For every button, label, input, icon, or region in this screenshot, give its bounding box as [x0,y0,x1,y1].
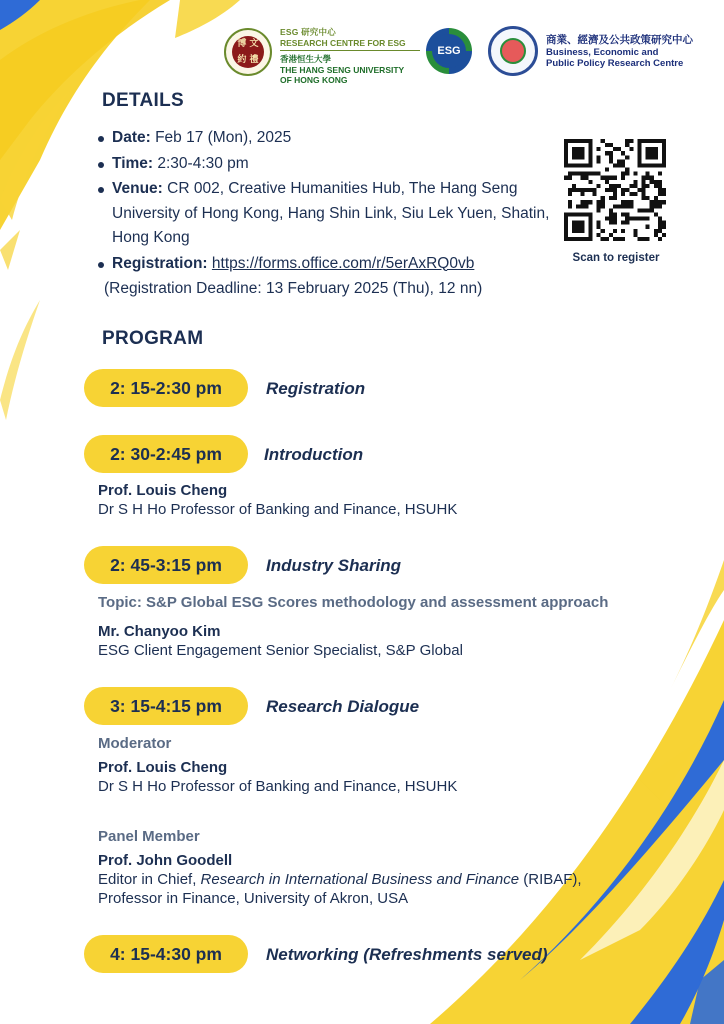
moderator [98,758,522,796]
university-zh: 香港恒生大學 [280,54,332,64]
detail-date [96,126,556,151]
bep-centre-en-1: Business, Economic and [546,47,659,58]
registration-link[interactable]: https://forms.office.com/r/5erAxRQ0vb [211,254,475,272]
intro-speaker [98,481,457,519]
bep-centre-en-2: Public Policy Research Centre [546,58,684,69]
industry-speaker [98,622,463,660]
university-en-2: OF HONG KONG [280,75,348,85]
panel-title-prefix: Editor in Chief, [98,871,201,888]
hsu-crest-chars: 博 文 約 禮 [232,36,264,68]
registration-qr-code[interactable] [564,139,666,241]
session-5-time: 4: 15-4:30 pm [84,935,248,973]
session-3-title: Industry Sharing [266,556,402,575]
venue-value: CR 002, Creative Humanities Hub, The Hang Seng University of Hong Kong, Hang Shin Link, Siu Lek Yuen, Shatin, Hong Kong [112,180,550,246]
esg-centre-en: RESEARCH CENTRE FOR ESG [280,38,420,51]
industry-topic: Topic: S&P Global ESG Scores methodology and assessment approach [98,594,609,611]
session-1-time: 2: 15-2:30 pm [84,369,248,407]
intro-speaker-title: Dr S H Ho Professor of Banking and Finance, HSUHK [98,501,458,518]
moderator-label: Moderator [98,735,172,752]
panel-member-title [98,870,628,908]
bep-emblem-icon [500,38,526,64]
bep-centre-zh: 商業、經濟及公共政策研究中心 [546,34,693,46]
header-logos [224,26,704,85]
date-value: Feb 17 (Mon), 2025 [150,129,292,146]
session-4-title: Research Dialogue [266,697,420,716]
hsu-crest-logo [224,28,272,76]
intro-speaker-name: Prof. Louis Cheng [98,482,228,499]
moderator-name: Prof. Louis Cheng [98,759,228,776]
session-4-time: 3: 15-4:15 pm [84,687,248,725]
detail-venue [96,177,556,251]
session-1-title: Registration [266,379,366,398]
session-3-time: 2: 45-3:15 pm [84,546,248,584]
panel-member-name: Prof. John Goodell [98,852,233,869]
qr-caption: Scan to register [572,252,660,264]
university-en-1: THE HANG SENG UNIVERSITY [280,65,405,75]
bep-centre-logo [488,26,538,76]
panel-label: Panel Member [98,828,200,845]
industry-speaker-name: Mr. Chanyoo Kim [98,623,221,640]
panel-journal: Research in International Business and Finance [200,871,520,888]
moderator-title: Dr S H Ho Professor of Banking and Finance, HSUHK [98,778,458,795]
session-2-time: 2: 30-2:45 pm [84,435,248,473]
registration-label: Registration: [112,254,208,272]
panel-member [98,851,628,908]
esg-badge-logo [426,28,472,74]
session-2-title: Introduction [264,445,364,464]
session-5-title: Networking (Refreshments served) [266,945,548,964]
esg-badge-text: ESG [432,34,466,68]
industry-speaker-title: ESG Client Engagement Senior Specialist, S&P Global [98,642,463,659]
program-heading: PROGRAM [102,328,204,349]
time-value: 2:30-4:30 pm [153,154,249,172]
detail-time [96,152,556,177]
registration-deadline: (Registration Deadline: 13 February 2025 (Thu), 12 nn) [104,280,483,297]
esg-centre-zh: ESG 研究中心 [280,27,336,37]
panel-title-suffix: (RIBAF), Professor in Finance, University of Akron, USA [98,871,582,907]
detail-registration [96,252,556,277]
time-label: Time: [112,154,154,172]
date-label: Date: [112,129,151,146]
details-heading: DETAILS [102,90,184,111]
esg-centre-wordmark [280,26,420,85]
bep-centre-wordmark [546,32,706,69]
details-list [96,126,556,302]
venue-label: Venue: [112,180,163,197]
